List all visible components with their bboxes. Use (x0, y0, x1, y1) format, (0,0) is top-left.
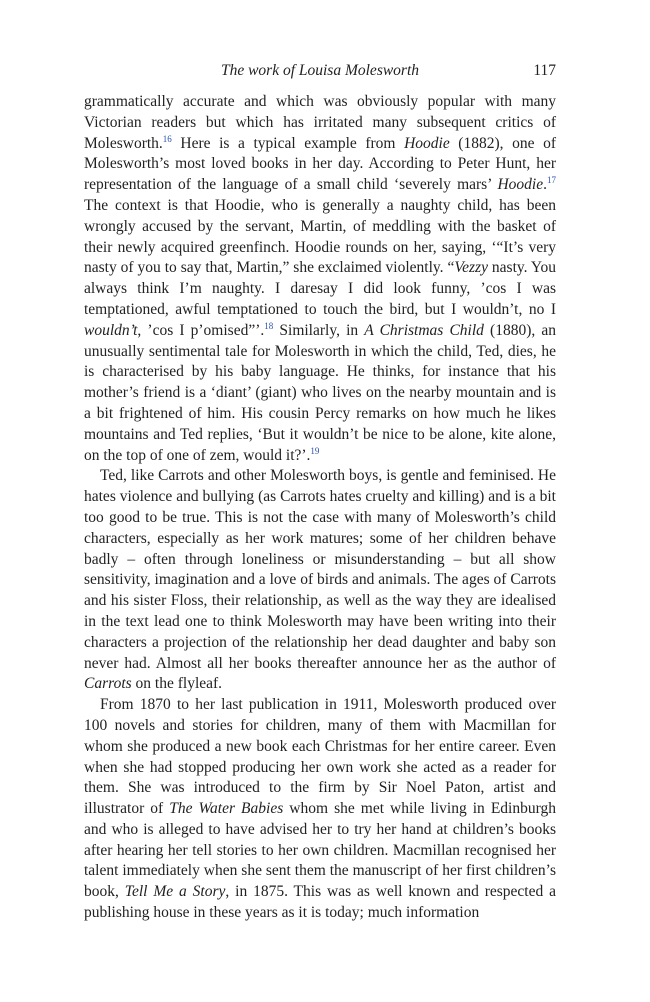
footnote-marker: 19 (310, 445, 320, 456)
text-run: nasty. You always think I’m naughty. I daresay I did look funny, ’cos I was temptationed, awful temptationed to touch the bird, but I wouldn’t, no I (84, 259, 557, 318)
text-run: grammatically accurate and which was obviously popular with many Victorian readers but which has irritated many subsequent critics of Molesworth. (84, 93, 556, 152)
text-run: From 1870 to her last publication in 1911, Molesworth produced over 100 novels and stories for children, many of them with Macmillan for whom she produced a new book each Christmas for her entire career. Even when she had stopped producing her own work she acted as a reader for them. She was introduced to the firm by Sir Noel Paton, artist and illustrator of (84, 696, 556, 818)
paragraph (84, 92, 556, 466)
body-text (84, 92, 556, 924)
italic-text: Vezzy (454, 259, 488, 277)
footnote-marker: 18 (264, 320, 274, 331)
footnote-marker: 17 (547, 175, 556, 186)
paragraph (84, 695, 556, 924)
text-run: The context is that Hoodie, who is generally a naughty child, has been wrongly accused by the servant, Martin, of meddling with the basket of their newly acquired greenfinch. Hoodie rounds on her, saying, ‘“It’s very nasty of you to say that, Martin,” she exclaimed violently. “ (84, 196, 556, 277)
italic-text: The Water Babies (169, 800, 284, 818)
text-run: . (543, 176, 547, 194)
text-run: Ted, like Carrots and other Molesworth boys, is gentle and feminised. He hates violence and bullying (as Carrots hates cruelty and killing) and is a bit too good to be true. This is not the case with many of Molesworth’s child characters, especially as her work matures; some of her children behave badly – often through loneliness or misunderstanding – but all show sensitivity, imagination and a love of birds and animals. The ages of Carrots and his sister Floss, their relationship, as well as the way they are idealised in the text lead one to think Molesworth may have been writing into their characters a projection of the relationship her dead daughter and baby son never had. Almost all her books thereafter announce her as the author of (84, 467, 556, 672)
page-header (84, 62, 556, 86)
italic-text: Hoodie (497, 176, 544, 194)
text-run: whom she met while living in Edinburgh and who is alleged to have advised her to try her hand at children’s books after hearing her tell stories to her own children. Macmillan recognised her talent immediately when she sent them the manuscript of her first children’s book, (84, 800, 556, 901)
running-title: The work of Louisa Molesworth (220, 62, 420, 79)
text-run: Similarly, in (273, 321, 365, 339)
text-run: , in 1875. This was as well known and respected a publishing house in these years as it is today; much information (84, 883, 556, 922)
italic-text: A Christmas Child (364, 321, 484, 339)
italic-text: wouldn’t (84, 321, 138, 339)
footnote-marker: 16 (162, 133, 172, 144)
text-run: , ’cos I p’omised”’. (137, 321, 265, 339)
italic-text: Carrots (84, 675, 132, 693)
text-run: (1882), one of Molesworth’s most loved books in her day. According to Peter Hunt, her representation of the language of a small child ‘severely mars’ (84, 134, 556, 194)
text-run: on the flyleaf. (131, 675, 223, 693)
paragraph (84, 466, 556, 695)
text-run: Here is a typical example from (171, 134, 405, 152)
italic-text: Tell Me a Story (124, 883, 226, 901)
italic-text: Hoodie (404, 134, 450, 152)
text-run: (1880), an unusually sentimental tale for Molesworth in which the child, Ted, dies, he is characterised by his baby language. He thinks, for instance that his mother’s friend is a ‘diant’ (giant) who lives on the nearby mountain and is a bit frightened of him. His cousin Percy remarks on how much he likes mountains and Ted replies, ‘But it wouldn’t be nice to be alone, kite alone, on the top of one of zem, would it?’. (84, 321, 557, 464)
page-number: 117 (533, 62, 556, 79)
